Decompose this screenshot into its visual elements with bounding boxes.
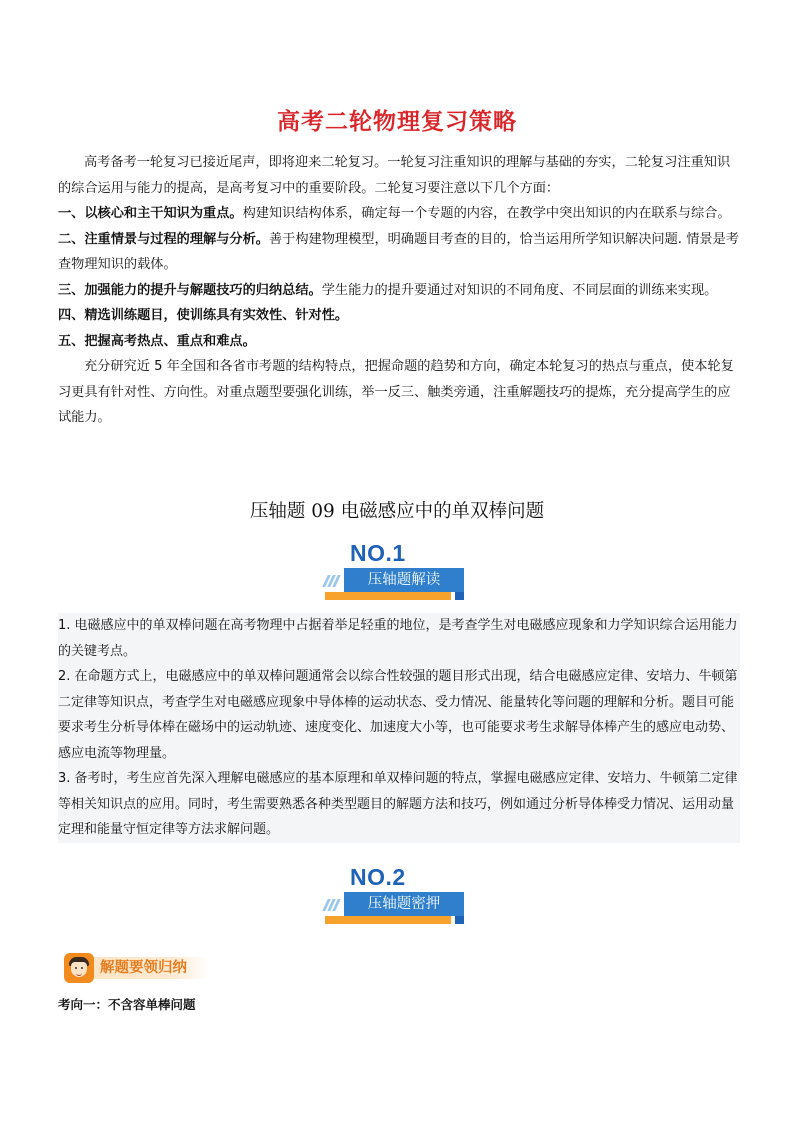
- stripe-decoration: [325, 572, 343, 584]
- intro-point: [58, 303, 740, 329]
- no2-number: NO.2: [350, 864, 406, 890]
- intro-point: [58, 227, 740, 278]
- point-body: 学生能力的提升要通过对知识的不同角度、不同层面的训练来实现。: [321, 282, 718, 298]
- no2-label: 压轴题密押: [344, 892, 464, 916]
- blue-tip: [455, 916, 464, 924]
- analysis-item: 3. 备考时，考生应首先深入理解电磁感应的基本原理和单双棒问题的特点，掌握电磁感应定律、安培力、牛顿第二定律等相关知识点的应用。同时，考生需要熟悉各种类型题目的解题方法和技巧，例如通过分析导体棒受力情况、运用动量定理和能量守恒定律等方法求解问题。: [58, 771, 738, 837]
- point-heading: 一、以核心和主干知识为重点。: [58, 206, 243, 221]
- point-body: 构建知识结构体系，确定每一个专题的内容，在教学中突出知识的内在联系与综合。: [242, 206, 731, 221]
- orange-bar: [325, 592, 451, 600]
- intro-section: [58, 150, 740, 431]
- tip-badge: [64, 953, 214, 983]
- analysis-item: 2. 在命题方式上，电磁感应中的单双棒问题通常会以综合性较强的题目形式出现，结合电磁感应定律、安培力、牛顿第二定律等知识点，考查学生对电磁感应现象中导体棒的运动状态、受力情况、能量转化等问题的理解和分析。题目可能要求考生分析导体棒在磁场中的运动轨迹、速度变化、加速度大小等，也可能要求考生求解导体棒产生的感应电动势、感应电流等物理量。: [58, 669, 738, 761]
- point-heading: 四、精选训练题目，使训练具有实效性、针对性。: [58, 308, 349, 323]
- point-body: 善于构建物理模型，明确题目考查的目的，恰当运用所学知识解决问题. 情景是考查物理知识的载体。: [58, 231, 739, 272]
- blue-tip: [455, 592, 464, 600]
- no1-number: NO.1: [350, 540, 406, 566]
- intro-point: [58, 201, 740, 227]
- point-heading: 五、把握高考热点、重点和难点。: [58, 333, 256, 349]
- analysis-item: 1. 电磁感应中的单双棒问题在高考物理中占据着举足轻重的地位，是考查学生对电磁感应现象和力学知识综合运用能力的关键考点。: [58, 618, 738, 659]
- no1-badge: [325, 540, 475, 602]
- point-heading: 三、加强能力的提升与解题技巧的归纳总结。: [58, 282, 322, 298]
- intro-paragraph: 充分研究近 5 年全国和各省市考题的结构特点，把握命题的趋势和方向，确定本轮复习的热点与重点，使本轮复习更具有针对性、方向性。对重点题型要强化训练，举一反三、触类旁通，注重解题技巧的提炼，充分提高学生的应试能力。: [58, 359, 734, 425]
- page-title: 高考二轮物理复习策略: [277, 109, 517, 135]
- analysis-section: [58, 613, 740, 843]
- orange-bar: [325, 916, 451, 924]
- tip-label: 解题要领归纳: [92, 957, 209, 979]
- section-heading: 考向一：不含容单棒问题: [58, 997, 196, 1012]
- no1-label: 压轴题解读: [344, 568, 464, 592]
- point-heading: 二、注重情景与过程的理解与分析。: [58, 231, 269, 247]
- intro-paragraph: 高考备考一轮复习已接近尾声，即将迎来二轮复习。一轮复习注重知识的理解与基础的夯实，二轮复习注重知识的综合运用与能力的提高，是高考复习中的重要阶段。二轮复习要注意以下几个方面：: [58, 155, 731, 196]
- intro-point: [58, 329, 740, 355]
- topic-title: 压轴题 09 电磁感应中的单双棒问题: [249, 501, 545, 522]
- stripe-decoration: [325, 896, 343, 908]
- intro-point: [58, 278, 740, 304]
- student-avatar-icon: [64, 953, 94, 983]
- no2-badge: [325, 864, 475, 926]
